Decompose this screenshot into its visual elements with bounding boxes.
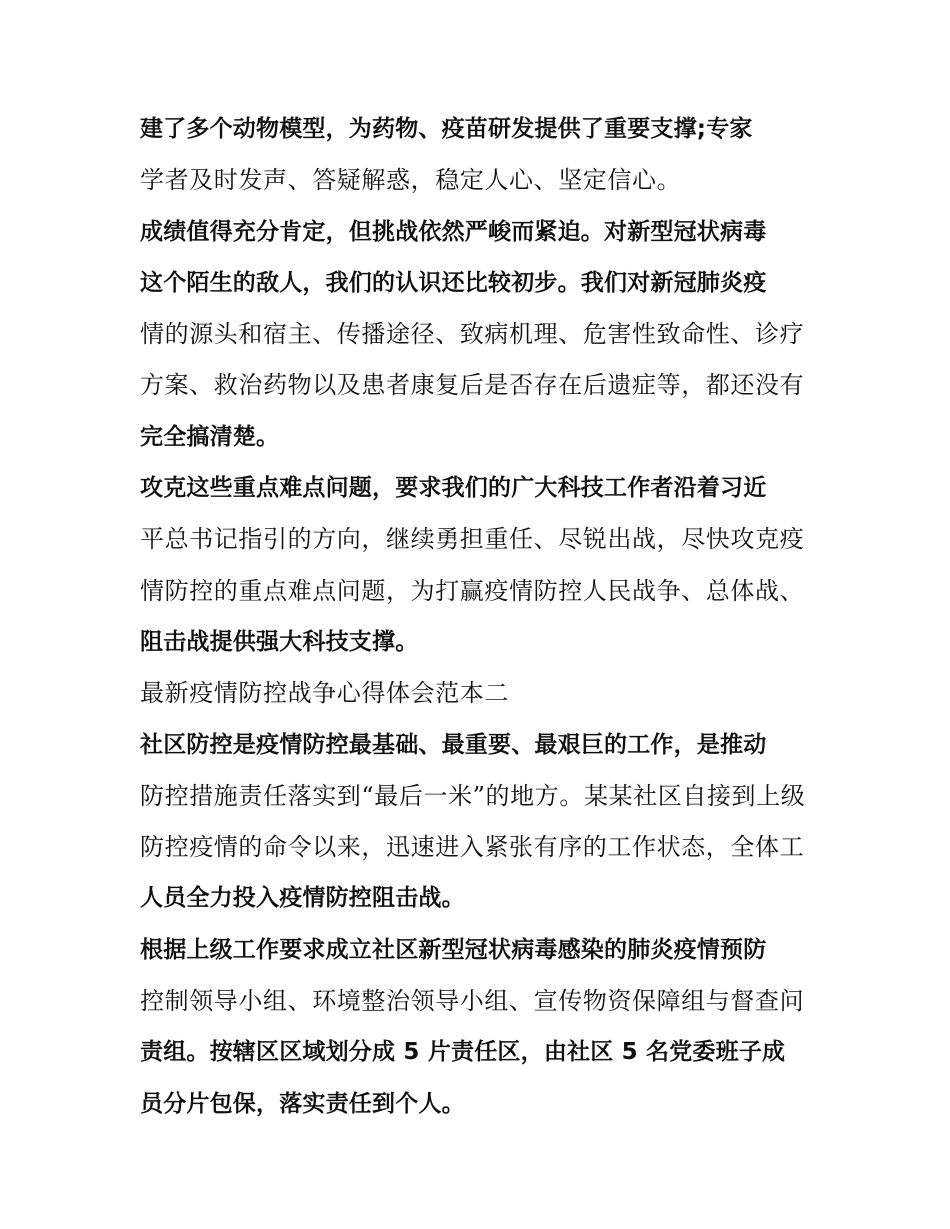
text-line: 成绩值得充分肯定，但挑战依然严峻而紧迫。对新型冠状病毒 xyxy=(140,218,767,245)
text-line: 人员全力投入疫情防控阻击战。 xyxy=(140,885,465,912)
text-line: 情的源头和宿主、传播途径、致病机理、危害性致命性、诊疗 xyxy=(140,320,805,349)
document-body xyxy=(140,104,820,1130)
text-line: 建了多个动物模型，为药物、疫苗研发提供了重要支撑;专家 xyxy=(140,116,753,142)
text-line: 员分片包保，落实责任到个人。 xyxy=(140,1090,465,1117)
text-line: 这个陌生的敌人，我们的认识还比较初步。我们对新冠肺炎疫 xyxy=(140,269,767,296)
text-line: 根据上级工作要求成立社区新型冠状病毒感染的肺炎疫情预防 xyxy=(140,936,767,963)
text-line: 责组。按辖区区域划分成 5 片责任区，由社区 5 名党委班子成 xyxy=(140,1039,786,1066)
text-line: 防控疫情的命令以来，迅速进入紧张有序的工作状态，全体工 xyxy=(140,833,805,862)
text-line: 学者及时发声、答疑解惑，稳定人心、坚定信心。 xyxy=(140,166,682,195)
text-line: 控制领导小组、环境整治领导小组、宣传物资保障组与督查问 xyxy=(140,987,805,1016)
text-line: 社区防控是疫情防控最基础、最重要、最艰巨的工作，是推动 xyxy=(140,731,767,758)
text-line: 防控措施责任落实到“最后一米”的地方。某某社区自接到上级 xyxy=(140,781,806,810)
text-line: 攻克这些重点难点问题，要求我们的广大科技工作者沿着习近 xyxy=(140,475,767,502)
section-heading: 最新疫情防控战争心得体会范本二 xyxy=(140,679,509,708)
text-line: 方案、救治药物以及患者康复后是否存在后遗症等，都还没有 xyxy=(140,371,805,400)
text-line: 完全搞清楚。 xyxy=(140,423,280,450)
text-line: 情防控的重点难点问题，为打赢疫情防控人民战争、总体战、 xyxy=(140,576,805,605)
text-line: 平总书记指引的方向，继续勇担重任、尽锐出战，尽快攻克疫 xyxy=(140,525,805,554)
text-line: 阻击战提供强大科技支撑。 xyxy=(140,628,419,655)
